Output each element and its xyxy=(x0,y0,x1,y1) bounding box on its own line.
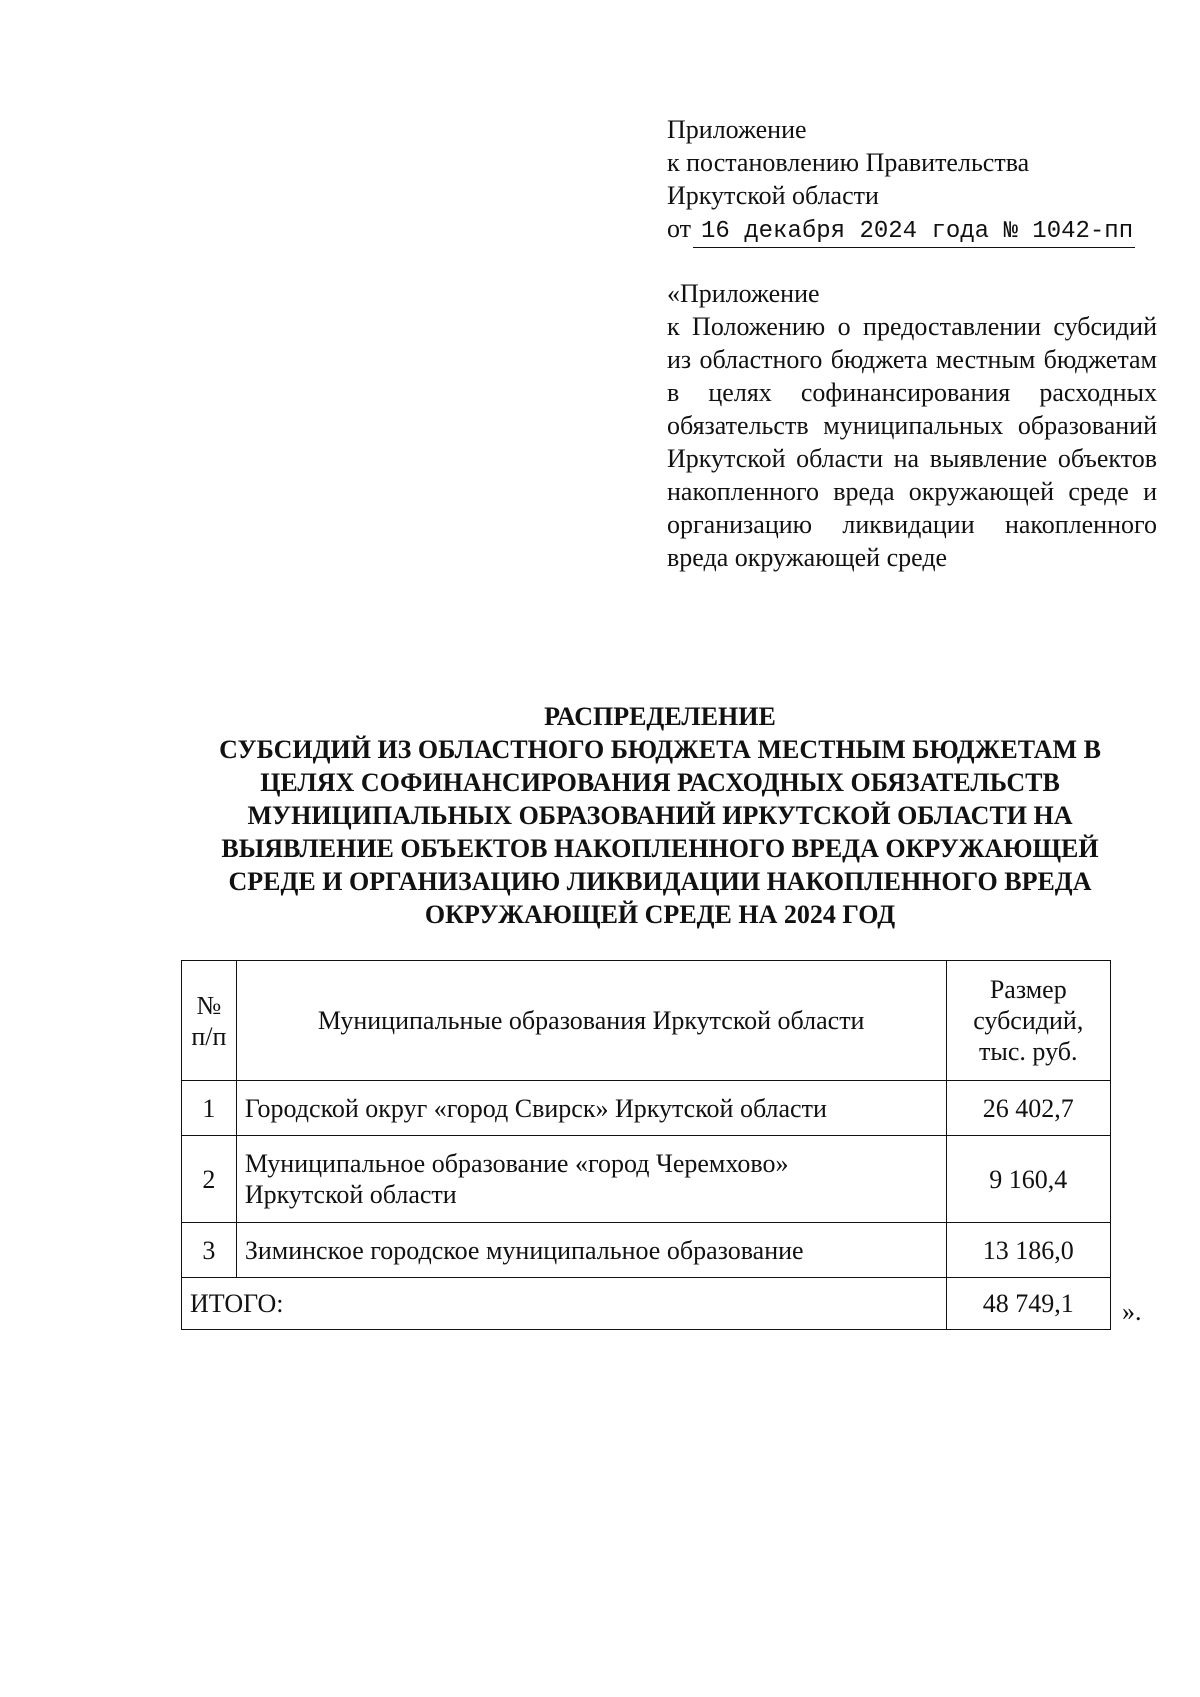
table-row xyxy=(182,1081,1111,1136)
resolution-reference-line: к постановлению Правительства xyxy=(667,148,1030,177)
row-municipality: Зиминское городское муниципальное образование xyxy=(236,1223,946,1278)
table-row xyxy=(182,1223,1111,1278)
resolution-reference xyxy=(667,113,1157,248)
row-municipality xyxy=(236,1136,946,1223)
table-header-row xyxy=(182,961,1111,1081)
title-line: СУБСИДИЙ ИЗ ОБЛАСТНОГО БЮДЖЕТА МЕСТНЫМ БЮДЖЕТАМ В xyxy=(219,735,1101,764)
header-number-pp: п/п xyxy=(191,1021,227,1051)
row-municipality-line: Муниципальное образование «город Черемхово» xyxy=(244,1149,789,1178)
annex-label: «Приложение xyxy=(667,279,820,308)
header-municipality: Муниципальные образования Иркутской области xyxy=(236,961,946,1081)
total-label: ИТОГО: xyxy=(182,1278,947,1330)
appendix-label: Приложение xyxy=(667,115,807,144)
closing-quote: ». xyxy=(1122,1297,1142,1326)
resolution-date-line xyxy=(667,212,1157,248)
document-title xyxy=(160,700,1160,931)
header-number-symbol: № xyxy=(196,990,222,1020)
row-municipality-line: Иркутской области xyxy=(244,1180,457,1209)
title-line: РАСПРЕДЕЛЕНИЕ xyxy=(544,702,776,731)
resolution-date-number: 16 декабря 2024 года № 1042-пп xyxy=(693,217,1135,248)
row-number: 1 xyxy=(182,1081,237,1136)
subsidy-distribution-table xyxy=(181,960,1111,1330)
row-number: 2 xyxy=(182,1136,237,1223)
row-amount: 13 186,0 xyxy=(946,1223,1110,1278)
header-amount-line: Размер xyxy=(989,975,1067,1004)
title-line: ОКРУЖАЮЩЕЙ СРЕДЕ НА 2024 ГОД xyxy=(424,900,896,929)
annex-body: к Положению о предоставлении субсидий из областного бюджета местным бюджетам в целях софинансирования расходных обязательств муниципальных образований Иркутской области на выявление объектов накопленного вреда окружающей среде и организацию ликвидации накопленного вреда окружающей среде xyxy=(667,312,1157,572)
header-number xyxy=(182,961,237,1081)
row-number: 3 xyxy=(182,1223,237,1278)
header-amount-line: тыс. руб. xyxy=(979,1037,1078,1066)
total-amount: 48 749,1 xyxy=(946,1278,1110,1330)
header-amount xyxy=(946,961,1110,1081)
table-total-row xyxy=(182,1278,1111,1330)
title-line: МУНИЦИПАЛЬНЫХ ОБРАЗОВАНИЙ ИРКУТСКОЙ ОБЛАСТИ НА xyxy=(247,801,1073,830)
title-line: СРЕДЕ И ОРГАНИЗАЦИЮ ЛИКВИДАЦИИ НАКОПЛЕННОГО ВРЕДА xyxy=(228,867,1092,896)
row-municipality: Городской округ «город Свирск» Иркутской области xyxy=(236,1081,946,1136)
row-amount: 26 402,7 xyxy=(946,1081,1110,1136)
title-line: ЦЕЛЯХ СОФИНАНСИРОВАНИЯ РАСХОДНЫХ ОБЯЗАТЕЛЬСТВ xyxy=(260,768,1060,797)
table-row xyxy=(182,1136,1111,1223)
title-line: ВЫЯВЛЕНИЕ ОБЪЕКТОВ НАКОПЛЕННОГО ВРЕДА ОКРУЖАЮЩЕЙ xyxy=(221,834,1099,863)
header-amount-line: субсидий, xyxy=(973,1006,1084,1035)
annex-reference xyxy=(667,277,1157,574)
row-amount: 9 160,4 xyxy=(946,1136,1110,1223)
region-line: Иркутской области xyxy=(667,181,879,210)
date-prefix: от xyxy=(667,214,692,243)
subsidy-table-wrapper xyxy=(181,960,1111,1330)
